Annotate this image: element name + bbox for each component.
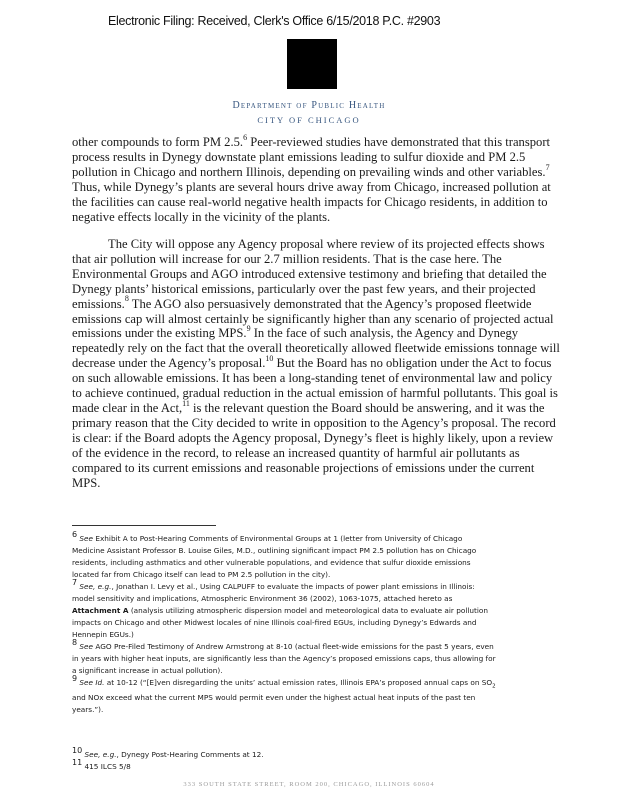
text-line: in years with higher heat inputs, are significantly less than the Agency’s proposed emissions caps, thus allowing for [72,654,496,663]
text-line: located far from Chicago itself can lead to PM 2.5 pollution in the city). [72,570,331,579]
text-line: MPS. [72,475,101,490]
redacted-logo [287,39,337,89]
text-line: Medicine Assistant Professor B. Louise Giles, M.D., outlining significant impact PM 2.5 pollution has on Chicago [72,546,477,555]
text-line: is clear: if the Board adopts the Agency proposal, Dynegy’s fleet is highly likely, upon a review [72,430,554,445]
text-line: years.”). [72,705,104,715]
text-line: and NOx exceed what the current MPS would permit even under the highest actual heat inputs of the past ten [72,693,476,703]
text-line: emissions cap will almost certainly be significantly higher than any scenario of projected actual [72,311,554,326]
footnote-number: 11 [72,757,83,767]
text-line: $^9$ See Id. at 10-12 (“[E]ven disregarding the units’ actual emission rates, Illinois EPA’s proposed annual caps on $SO_2$ [72,673,496,690]
footnote-ref: 7 [545,162,550,172]
footnote-ref: 6 [243,132,248,142]
footnote-11 [72,757,544,773]
text-line: that air pollution will increase for our 2.7 million residents. That is the case here. The [72,251,502,266]
text-line: emissions.$^8$ The AGO also persuasively demonstrated that the Agency’s proposed fleetwide [72,294,532,311]
footnote-number: 10 [72,745,83,755]
footnote-divider [72,525,216,526]
department-name: Department of Public Health [232,100,386,111]
footnote-ref: 11 [182,398,190,408]
text-line: residents, including asthmatics and other vulnerable populations, and evidence that sulfur dioxide emissions [72,558,471,567]
text-line: primary reason that the City decided to write in opposition to the Agency’s proposal. The record [72,415,556,430]
text-line: $^8$ See AGO Pre-Filed Testimony of Andrew Armstrong at 8-10 (actual fleet-wide emissions for the past 5 years, even [72,637,494,651]
text-line: of the evidence in the record, to release an increased quantity of harmful air pollutants as [72,445,520,460]
footnote-ref: 8 [124,294,129,304]
footnote-10 [72,745,544,761]
text-line: to achieve continued, gradual reduction in the actual emission of harmful pollutants. This goal is [72,386,558,401]
footnote-7 [72,577,544,641]
text-line: The City will oppose any Agency proposal where review of its projected effects shows [108,237,545,251]
text-line: $^{11}$ 415 ILCS 5/8 [72,757,131,771]
text-line: model sensitivity and implications, Atmospheric Environment 36 (2002), 1063-1075, attached hereto as [72,594,453,603]
footnote-number: 8 [72,637,78,647]
text-line: on such allowable emissions. It has been a long-standing tenet of environmental law and policy [72,371,553,386]
text-line: negative effects locally in the vicinity of the plants. [72,209,331,224]
footnote-number: 9 [72,673,78,683]
text-line: $^{10}$ See, e.g., Dynegy Post-Hearing Comments at 12. [72,745,264,759]
footnote-9 [72,673,544,716]
paragraph-1 [72,132,551,224]
text-line: emissions under the existing MPS.$^9$ In the face of such analysis, the Agency and Dynegy [72,324,519,341]
text-line: compared to its current emissions and reasonable projections of emissions under the current [72,460,535,475]
text-line: Thus, while Dynegy’s plants are several hours drive away from Chicago, increased pollution at [72,179,551,194]
footnote-ref: 9 [246,324,251,334]
footnote-6 [72,529,544,581]
text-line: pollution in Chicago and northern Illinois, depending on prevailing winds and other variables.$^7$ [72,162,550,179]
footer-address: 333 SOUTH STATE STREET, ROOM 200, CHICAGO, ILLINOIS 60604 [183,781,435,788]
text-line: $^6$ See Exhibit A to Post-Hearing Comments of Environmental Groups at 1 (letter from University of Chicago [72,529,463,543]
text-line: Dynegy plants’ historical emissions, particularly over the past few years, and their projected [72,281,536,296]
text-line: decrease under the Agency’s proposal.$^{10}$ But the Board has no obligation under the Act to focus [72,354,552,371]
text-line: $^7$ See, e.g., Jonathan I. Levy et al., Using CALPUFF to evaluate the impacts of power plant emissions in Illinois: [72,577,475,591]
text-line: process results in Dynegy downstate plant emissions leading to sulfur dioxide and PM 2.5 [72,149,526,164]
footnote-number: 6 [72,529,78,539]
text-line: a significant increase in actual pollution). [72,666,223,675]
filing-stamp: Electronic Filing: Received, Clerk's Office 6/15/2018 P.C. #2903 [108,14,441,28]
text-line: Environmental Groups and AGO introduced extensive testimony and briefing that detailed the [72,266,547,281]
text-line: made clear in the Act,$^{11}$ is the relevant question the Board should be answering, and it was the [72,398,545,415]
text-line: impacts on Chicago and other Midwest locales of nine Illinois coal-fired EGUs, including Dynegy’s Edwards and [72,618,477,627]
paragraph-2 [72,237,560,490]
footnote-number: 7 [72,577,78,587]
city-name: CITY OF CHICAGO [257,115,361,125]
footnote-8 [72,637,544,677]
footnote-ref: 10 [265,354,274,364]
text-line: the facilities can cause real-world negative health impacts for Chicago residents, in addition to [72,194,548,209]
text-line: other compounds to form PM 2.5.$^6$ Peer-reviewed studies have demonstrated that this transport [72,132,551,149]
text-line: Hennepin EGUs.) [72,630,134,639]
text-line: repeatedly rely on the fact that the overall theoretically allowed fleetwide emissions tonnage will [72,341,560,356]
text-line: Attachment A (analysis utilizing atmospheric dispersion model and meteorological data to evaluate air pollution [72,606,488,615]
